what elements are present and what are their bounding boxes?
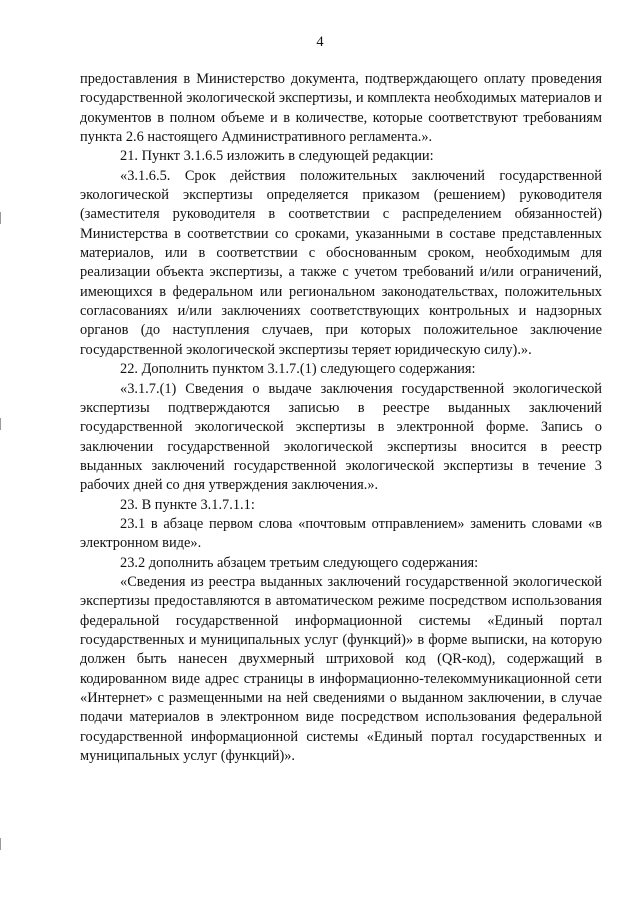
paragraph-item-21: 21. Пункт 3.1.6.5 изложить в следующей редакции: [120, 148, 434, 165]
paragraph-continuation: предоставления в Министерство документа, подтверждающего оплату проведения государственной экологической экспертизы, и комплекта необходимых материалов и документов в полном объеме и в количестве, которые соответствуют требованиям пункта 2.6 настоящего Административного регламента.». [80, 71, 602, 146]
scan-edge-mark [0, 838, 1, 850]
scan-edge-mark [0, 212, 1, 224]
scan-edge-mark [0, 418, 1, 430]
paragraph-3-1-6-5: «3.1.6.5. Срок действия положительных заключений государственной экологической экспертизы определяется приказом (решением) руководителя (заместителя руководителя в соответствии с распределением обязанностей) Министерства в соответствии со сроками, указанными в составе представленных материалов, или в соответствии с обоснованным сроком, необходимым для реализации объекта экспертизы, а также с учетом требований и/или ограничений, имеющихся в федеральном или региональном законодательствах, положительных согласованиях и/или заключениях соответствующих контрольных и надзорных органов (до наступления случаев, при которых положительное заключение государственной экологической экспертизы теряет юридическую силу).». [80, 167, 602, 358]
paragraph-item-23-1: 23.1 в абзаце первом слова «почтовым отправлением» заменить словами «в электронном виде». [80, 515, 602, 552]
paragraph-extract-info: «Сведения из реестра выданных заключений государственной экологической экспертизы предоставляются в автоматическом режиме посредством использования федеральной государственной информационной системы «Единый портал государственных и муниципальных услуг (функций)» в форме выписки, на которую должен быть нанесен двухмерный штриховой код (QR-код), содержащий в кодированном виде адрес страницы в информационно-телекоммуникационной сети «Интернет» с размещенными на ней сведениями о выданном заключении, в случае подачи материалов в электронном виде посредством использования федеральной государственной информационной системы «Единый портал государственных и муниципальных услуг (функций)». [80, 573, 602, 765]
paragraph-3-1-7-1: «3.1.7.(1) Сведения о выдаче заключения государственной экологической экспертизы подтверждаются записью в реестре выданных заключений государственной экологической экспертизы в электронной форме. Запись о заключении государственной экологической экспертизы вносится в реестр выданных заключений государственной экологической экспертизы в течение 3 рабочих дней со дня утверждения заключения.». [80, 380, 602, 494]
paragraph-item-22: 22. Дополнить пунктом 3.1.7.(1) следующего содержания: [120, 361, 476, 378]
paragraph-item-23: 23. В пункте 3.1.7.1.1: [120, 496, 255, 513]
document-body [80, 70, 602, 766]
page-number: 4 [316, 34, 324, 50]
paragraph-item-23-2: 23.2 дополнить абзацем третьим следующего содержания: [120, 554, 479, 571]
